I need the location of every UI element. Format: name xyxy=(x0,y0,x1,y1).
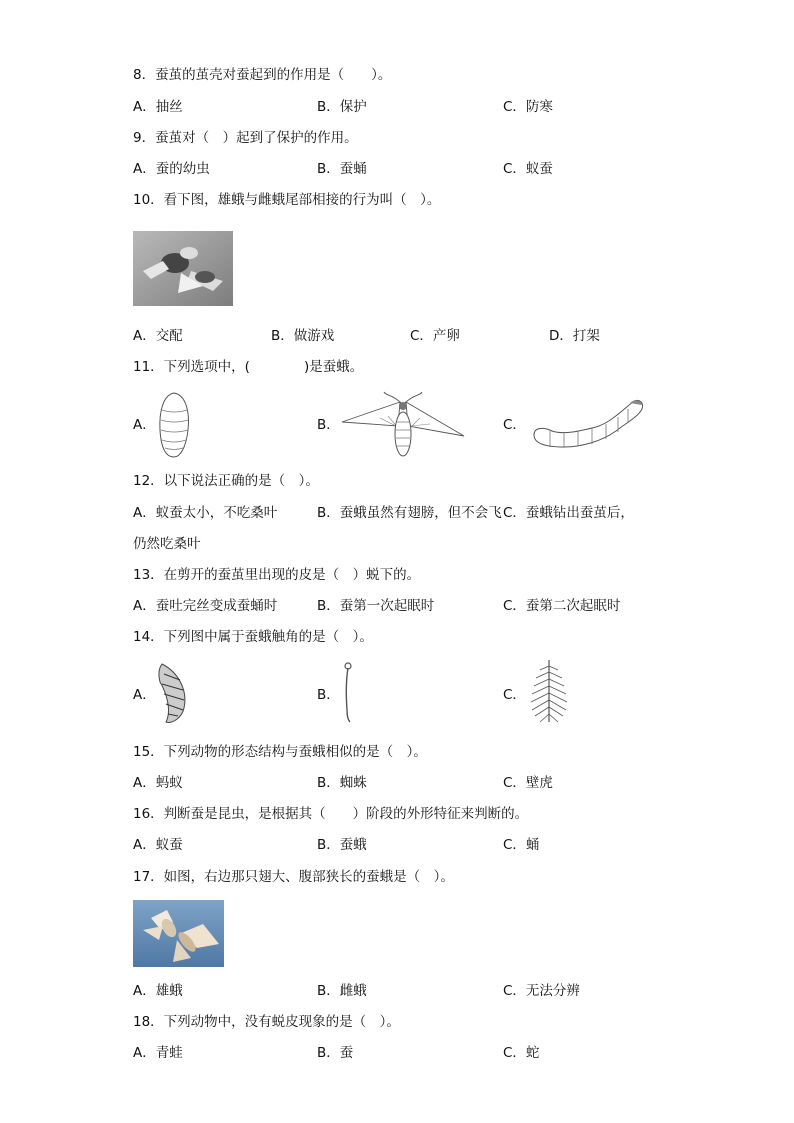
q12-option-b[interactable]: B．蚕蛾虽然有翅膀，但不会飞 xyxy=(317,505,502,521)
q16-option-c[interactable]: C．蛹 xyxy=(503,837,540,853)
q10-option-a[interactable]: A．交配 xyxy=(133,328,183,344)
q18-option-a[interactable]: A．青蛙 xyxy=(133,1045,183,1061)
q13-option-a[interactable]: A．蚕吐完丝变成蚕蛹时 xyxy=(133,598,278,614)
mating-moths-photo xyxy=(133,231,233,306)
pupa-drawing xyxy=(154,390,194,460)
q14-option-a[interactable]: A． xyxy=(133,687,156,703)
q10-option-c[interactable]: C．产卵 xyxy=(410,328,460,344)
question-9-stem: 9．蚕茧对（ ）起到了保护的作用。 xyxy=(133,130,358,146)
q16-option-b[interactable]: B．蚕蛾 xyxy=(317,837,367,853)
q12-option-a[interactable]: A．蚁蚕太小，不吃桑叶 xyxy=(133,505,278,521)
q8-option-b[interactable]: B．保护 xyxy=(317,99,367,115)
q13-option-b[interactable]: B．蚕第一次起眠时 xyxy=(317,598,435,614)
q14-option-c[interactable]: C． xyxy=(503,687,526,703)
q8-option-a[interactable]: A．抽丝 xyxy=(133,99,183,115)
q15-option-b[interactable]: B．蜘蛛 xyxy=(317,775,367,791)
silkworm-larva-drawing xyxy=(530,395,646,453)
q18-option-b[interactable]: B．蚕 xyxy=(317,1045,354,1061)
q15-option-a[interactable]: A．蚂蚁 xyxy=(133,775,183,791)
q13-option-c[interactable]: C．蚕第二次起眠时 xyxy=(503,598,621,614)
q18-option-c[interactable]: C．蛇 xyxy=(503,1045,540,1061)
q17-option-c[interactable]: C．无法分辨 xyxy=(503,983,580,999)
q17-option-a[interactable]: A．雄蛾 xyxy=(133,983,183,999)
feathered-leaf-antenna-drawing xyxy=(156,660,192,726)
question-8-stem: 8．蚕茧的茧壳对蚕起到的作用是（ ）。 xyxy=(133,67,392,83)
question-12-stem: 12．以下说法正确的是（ ）。 xyxy=(133,473,319,489)
q15-option-c[interactable]: C．壁虎 xyxy=(503,775,553,791)
question-15-stem: 15．下列动物的形态结构与蚕蛾相似的是（ ）。 xyxy=(133,744,427,760)
q12-option-c[interactable]: C．蚕蛾钻出蚕茧后， xyxy=(503,505,634,521)
question-13-stem: 13．在剪开的蚕茧里出现的皮是（ ）蜕下的。 xyxy=(133,567,421,583)
question-18-stem: 18．下列动物中，没有蜕皮现象的是（ ）。 xyxy=(133,1014,400,1030)
question-14-stem: 14．下列图中属于蚕蛾触角的是（ ）。 xyxy=(133,629,373,645)
question-11-stem: 11．下列选项中，( )是蚕蛾。 xyxy=(133,359,364,375)
q14-option-b[interactable]: B． xyxy=(317,687,340,703)
q12-option-c-continuation: 仍然吃桑叶 xyxy=(133,536,201,552)
q9-option-c[interactable]: C．蚁蚕 xyxy=(503,161,553,177)
feather-antenna-drawing xyxy=(526,658,572,726)
q9-option-b[interactable]: B．蚕蛹 xyxy=(317,161,367,177)
q10-option-d[interactable]: D．打架 xyxy=(549,328,600,344)
q16-option-a[interactable]: A．蚁蚕 xyxy=(133,837,183,853)
question-10-stem: 10．看下图，雄蛾与雌蛾尾部相接的行为叫（ ）。 xyxy=(133,192,441,208)
q9-option-a[interactable]: A．蚕的幼虫 xyxy=(133,161,210,177)
q11-option-c[interactable]: C． xyxy=(503,417,526,433)
q11-option-b[interactable]: B． xyxy=(317,417,340,433)
q10-option-b[interactable]: B．做游戏 xyxy=(271,328,335,344)
question-17-stem: 17．如图，右边那只翅大、腹部狭长的蚕蛾是（ ）。 xyxy=(133,869,454,885)
q8-option-c[interactable]: C．防寒 xyxy=(503,99,553,115)
question-16-stem: 16．判断蚕是昆虫，是根据其（ ）阶段的外形特征来判断的。 xyxy=(133,806,529,822)
q11-option-a[interactable]: A． xyxy=(133,417,156,433)
silkmoth-drawing xyxy=(340,388,466,462)
q17-option-b[interactable]: B．雌蛾 xyxy=(317,983,367,999)
thread-antenna-drawing xyxy=(338,660,358,726)
two-silkmoths-photo xyxy=(133,900,224,967)
